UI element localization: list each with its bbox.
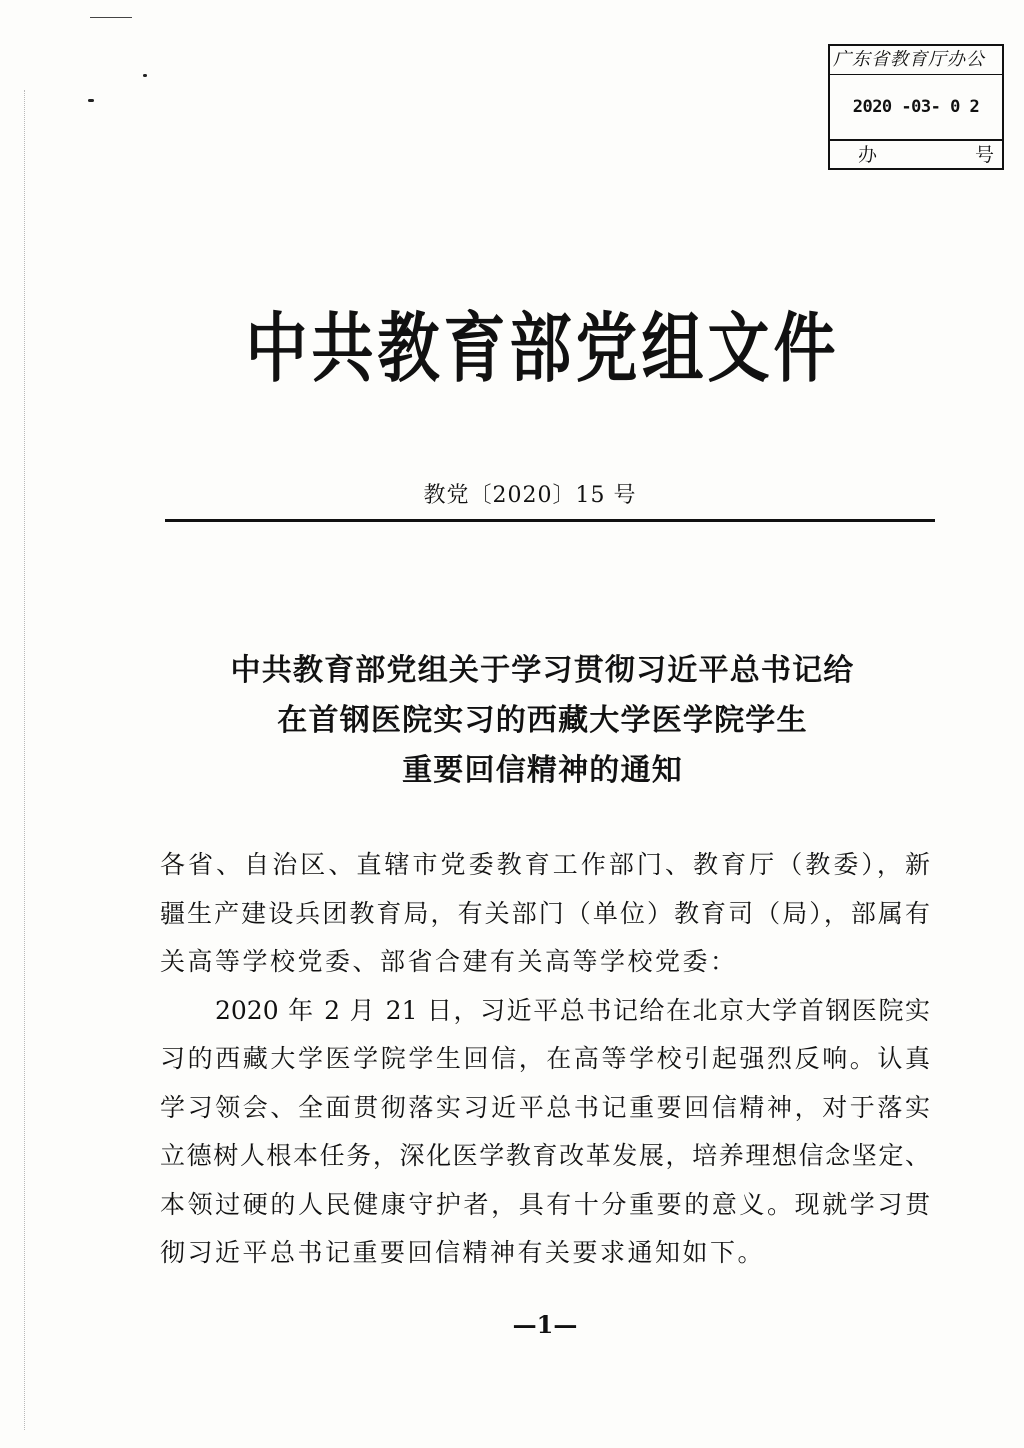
receipt-stamp — [828, 44, 1004, 170]
body-line: 立德树人根本任务，深化医学教育改革发展，培养理想信念坚定、 — [160, 1141, 930, 1170]
document-title: 中共教育部党组文件 — [245, 303, 840, 393]
scan-speck — [88, 99, 94, 102]
body-line: 彻习近平总书记重要回信精神有关要求通知如下。 — [160, 1238, 766, 1267]
scan-edge-line — [24, 90, 25, 1430]
masthead-rule — [165, 519, 935, 522]
body-line: 本领过硬的人民健康守护者，具有十分重要的意义。现就学习贯 — [160, 1189, 930, 1219]
document-number: 教党〔2020〕15 号 — [423, 483, 637, 508]
notice-body — [160, 841, 930, 1278]
notice-heading-line: 中共教育部党组关于学习贯彻习近平总书记给 — [230, 653, 855, 688]
scan-speck — [143, 74, 147, 77]
notice-heading-line: 在首钢医院实习的西藏大学医学院学生 — [277, 703, 808, 738]
stamp-number-row — [830, 139, 1002, 169]
scan-top-mark — [90, 17, 132, 18]
salutation-line: 关高等学校党委、部省合建有关高等学校党委： — [160, 947, 738, 976]
stamp-organization: 广东省教育厅办公 — [830, 46, 1002, 75]
notice-heading — [200, 646, 885, 796]
stamp-number-label: 号 — [974, 144, 994, 166]
stamp-office-label: 办 — [858, 144, 878, 166]
stamp-date: 2020 -03- 0 2 — [852, 97, 980, 117]
body-line: 习的西藏大学医学院学生回信，在高等学校引起强烈反响。认真 — [160, 1044, 930, 1073]
body-line: 2020 年 2 月 21 日，习近平总书记给在北京大学首钢医院实 — [215, 995, 930, 1025]
salutation-line: 各省、自治区、直辖市党委教育工作部门、教育厅（教委），新 — [160, 850, 930, 879]
notice-heading-line: 重要回信精神的通知 — [402, 753, 683, 788]
page-number: —1— — [512, 1310, 578, 1339]
body-line: 学习领会、全面贯彻落实习近平总书记重要回信精神，对于落实 — [160, 1092, 930, 1122]
salutation-line: 疆生产建设兵团教育局，有关部门（单位）教育司（局），部属有 — [160, 898, 930, 928]
